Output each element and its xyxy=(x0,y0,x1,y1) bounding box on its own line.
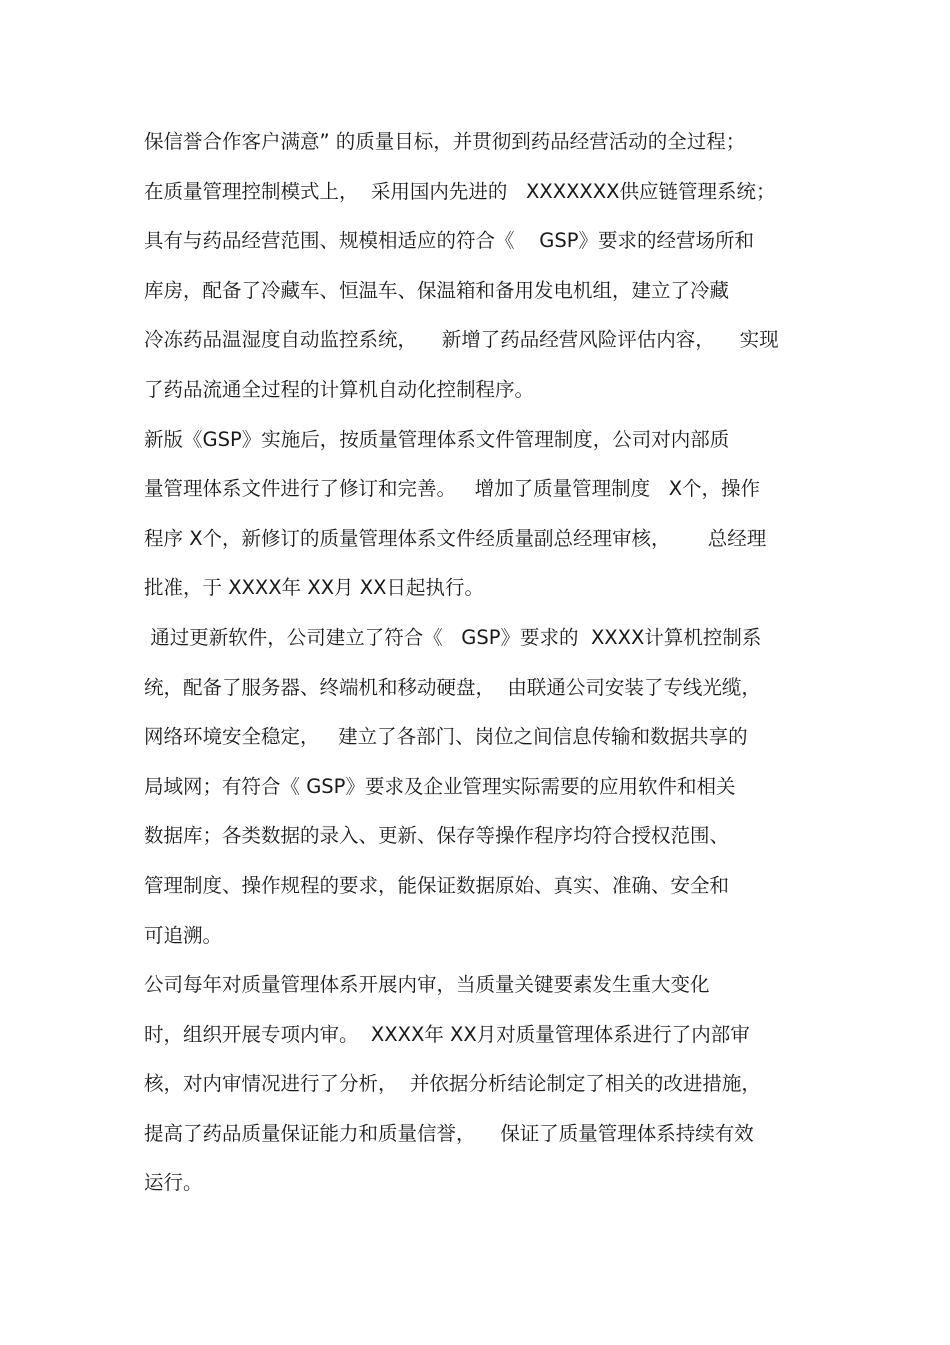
text-line: 在质量管理控制模式上， 采用国内先进的 XXXXXXX供应链管理系统； xyxy=(144,179,776,203)
text-line: 核，对内审情况进行了分析， 并依据分析结论制定了相关的改进措施， xyxy=(144,1072,761,1096)
text-line: 冷冻药品温湿度自动监控系统， 新增了药品经营风险评估内容， 实现 xyxy=(144,328,779,352)
text-line: 可追溯。 xyxy=(144,923,223,947)
text-line: 统，配备了服务器、终端机和移动硬盘， 由联通公司安装了专线光缆， xyxy=(144,675,761,699)
text-line: 程序 X个，新修订的质量管理体系文件经质量副总经理审核， 总经理 xyxy=(144,526,767,550)
text-line: 保信誉合作客户满意” 的质量目标，并贯彻到药品经营活动的全过程； xyxy=(144,130,746,153)
text-line: 具有与药品经营范围、规模相适应的符合《 GSP》要求的经营场所和 xyxy=(144,229,755,253)
text-line: 时，组织开展专项内审。 XXXX年 XX月对质量管理体系进行了内部审 xyxy=(144,1022,750,1046)
text-line: 新版《GSP》实施后，按质量管理体系文件管理制度，公司对内部质 xyxy=(144,427,730,451)
text-line: 网络环境安全稳定， 建立了各部门、岗位之间信息传输和数据共享的 xyxy=(144,725,748,749)
text-line: 局域网；有符合《 GSP》要求及企业管理实际需要的应用软件和相关 xyxy=(144,774,736,798)
text-line: 库房，配备了冷藏车、恒温车、保温箱和备用发电机组，建立了冷藏 xyxy=(144,278,730,302)
text-line: 数据库；各类数据的录入、更新、保存等操作程序均符合授权范围、 xyxy=(144,824,730,848)
text-line: 管理制度、操作规程的要求，能保证数据原始、真实、准确、安全和 xyxy=(144,873,730,897)
text-line: 通过更新软件，公司建立了符合《 GSP》要求的 XXXX计算机控制系 xyxy=(144,625,762,649)
text-line: 公司每年对质量管理体系开展内审，当质量关键要素发生重大变化 xyxy=(144,973,710,997)
text-line: 运行。 xyxy=(144,1171,203,1195)
text-line: 批准，于 XXXX年 XX月 XX日起执行。 xyxy=(144,576,484,600)
body-text xyxy=(144,122,824,1213)
text-line: 提高了药品质量保证能力和质量信誉， 保证了质量管理体系持续有效 xyxy=(144,1121,754,1145)
text-line: 了药品流通全过程的计算机自动化控制程序。 xyxy=(144,377,535,401)
text-line: 量管理体系文件进行了修订和完善。 增加了质量管理制度 X个，操作 xyxy=(144,477,761,501)
